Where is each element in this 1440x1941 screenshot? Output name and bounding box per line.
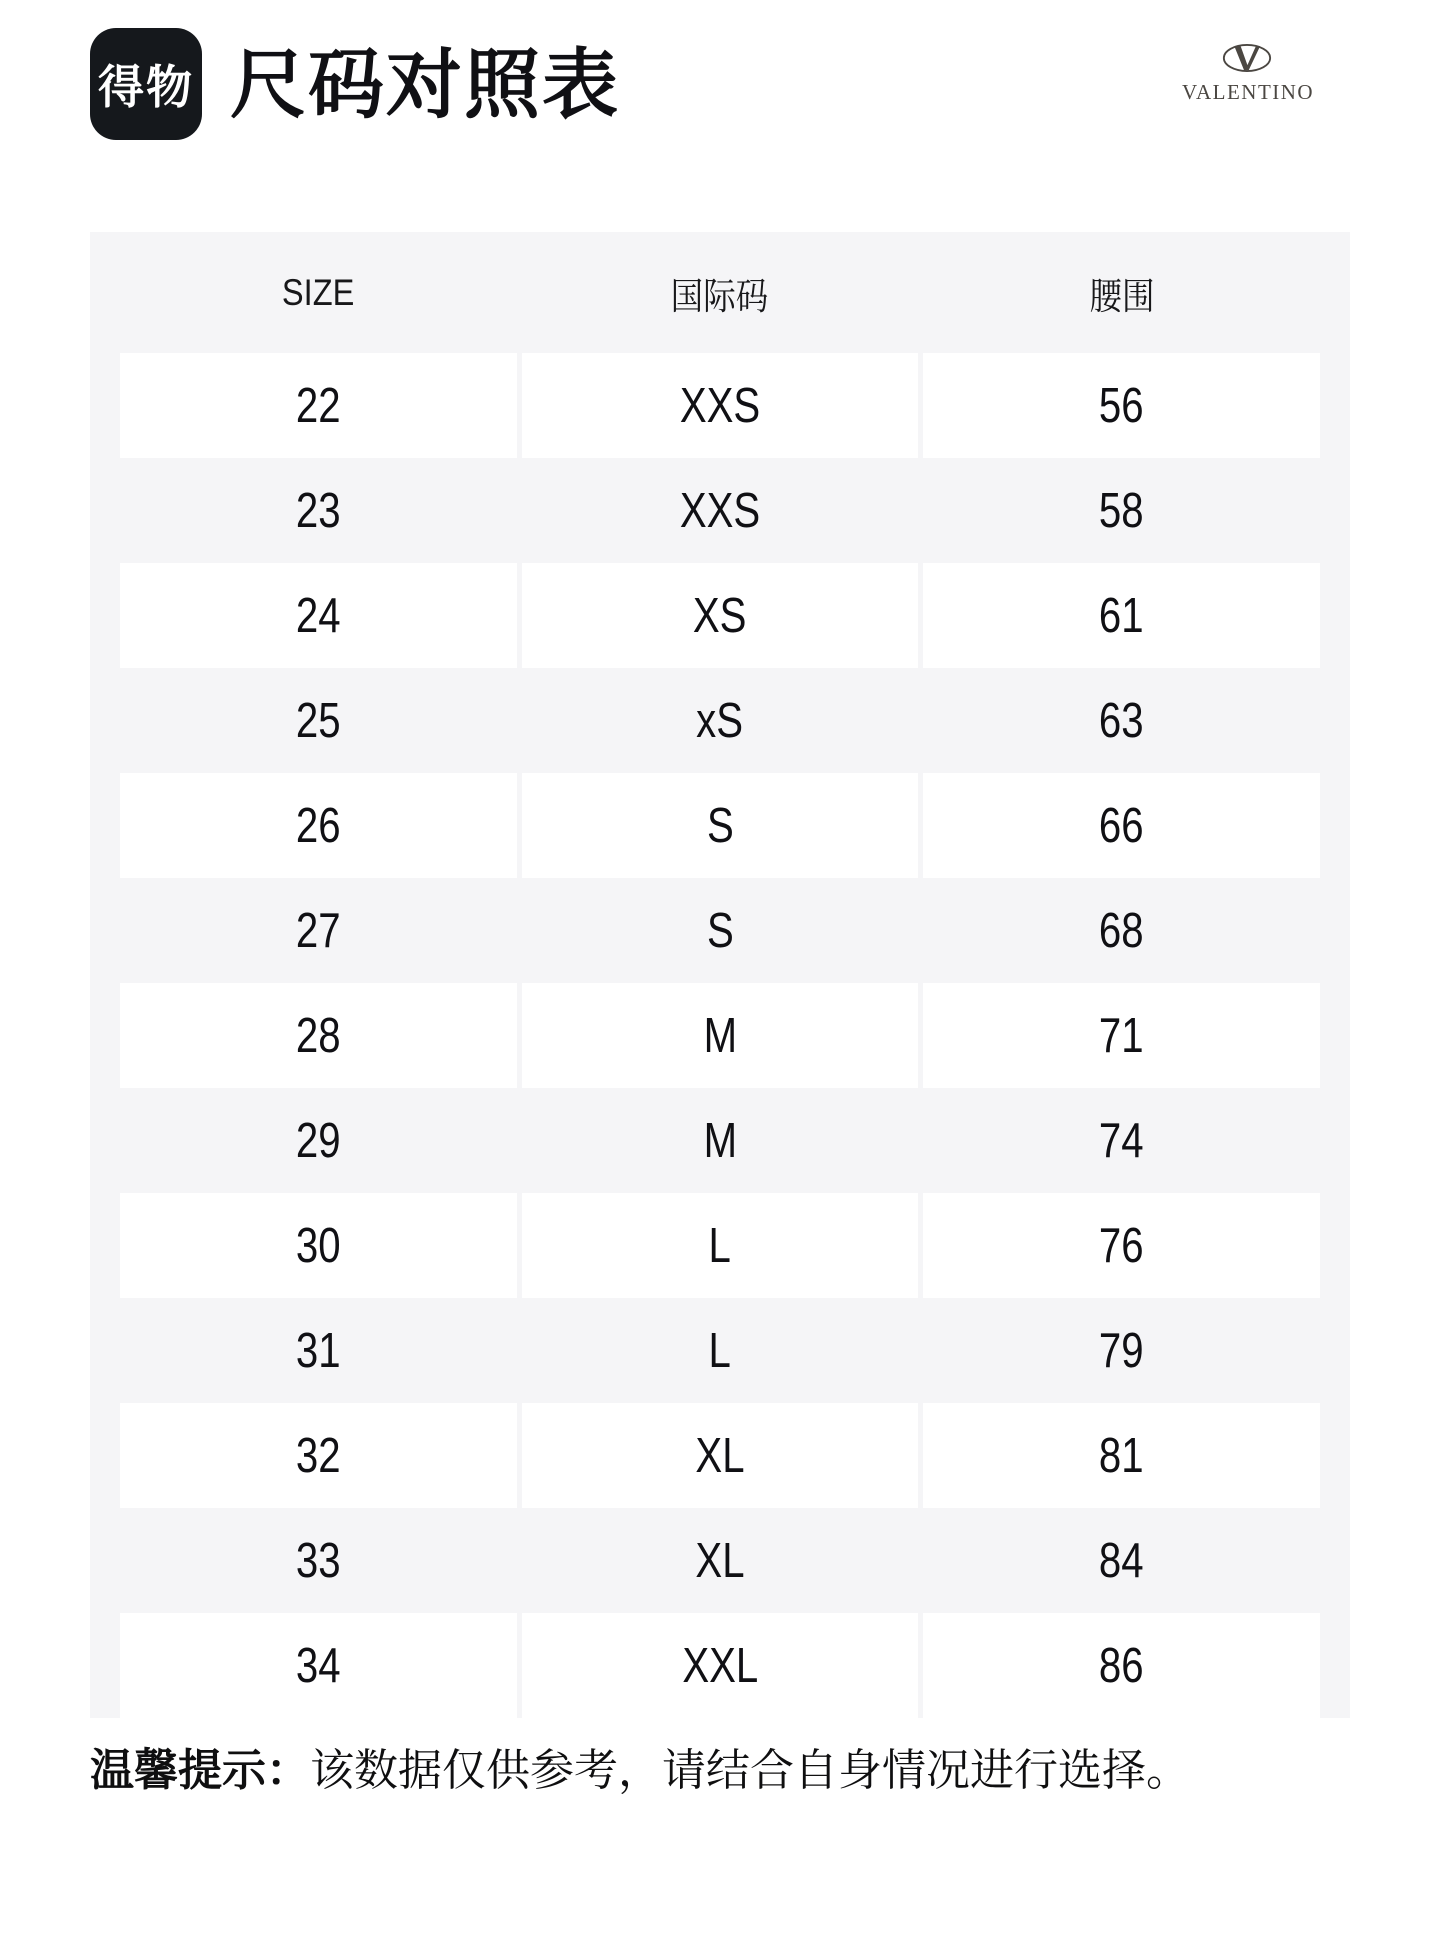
size-cell: 25 (295, 693, 341, 748)
size-cell: 22 (120, 353, 517, 458)
table-header-row (120, 232, 1320, 353)
table-row (120, 1193, 1320, 1298)
brand-name: VALENTINO (1182, 80, 1315, 104)
column-header-size: SIZE (282, 271, 355, 313)
waist-cell: 56 (923, 353, 1320, 458)
valentino-v-oval-icon (1221, 42, 1273, 74)
header (90, 28, 1350, 140)
brand-block (1182, 42, 1315, 105)
waist-cell: 81 (923, 1403, 1320, 1508)
table-row (120, 1298, 1320, 1403)
size-cell: 24 (120, 563, 517, 668)
size-cell: 32 (120, 1403, 517, 1508)
dewu-logo-text: 得物 (98, 61, 194, 113)
international-size-cell: XXL (522, 1613, 919, 1718)
international-size-cell: M (522, 983, 919, 1088)
international-size-cell: XXS (522, 353, 919, 458)
size-cell: 31 (295, 1323, 341, 1378)
international-size-cell: S (706, 903, 734, 958)
size-cell: 27 (295, 903, 341, 958)
waist-cell: 68 (1099, 903, 1144, 958)
waist-cell: 61 (923, 563, 1320, 668)
table-row (120, 1403, 1320, 1508)
size-cell: 30 (120, 1193, 517, 1298)
international-size-cell: XXS (679, 483, 761, 538)
notice-text: 该数据仅供参考，请结合自身情况进行选择。 (310, 1746, 1190, 1795)
size-cell: 28 (120, 983, 517, 1088)
table-row (120, 878, 1320, 983)
waist-cell: 71 (923, 983, 1320, 1088)
table-row (120, 563, 1320, 668)
international-size-cell: XL (522, 1403, 919, 1508)
table-row (120, 773, 1320, 878)
table-row (120, 668, 1320, 773)
page-title: 尺码对照表 (230, 43, 620, 128)
column-header-waist: 腰围 (1089, 275, 1155, 317)
table-row (120, 1088, 1320, 1193)
notice-label: 温馨提示： (90, 1746, 310, 1795)
table-row (120, 1508, 1320, 1613)
table-row (120, 353, 1320, 458)
dewu-app-logo (90, 28, 202, 140)
waist-cell: 74 (1099, 1113, 1144, 1168)
international-size-cell: L (522, 1193, 919, 1298)
waist-cell: 66 (923, 773, 1320, 878)
international-size-cell: xS (696, 693, 744, 748)
table-body (120, 353, 1320, 1718)
waist-cell: 58 (1099, 483, 1144, 538)
table-row (120, 458, 1320, 563)
size-table (90, 232, 1350, 1718)
size-cell: 34 (120, 1613, 517, 1718)
size-cell: 23 (295, 483, 341, 538)
size-cell: 26 (120, 773, 517, 878)
waist-cell: 84 (1099, 1533, 1144, 1588)
notice (90, 1741, 1190, 1801)
size-cell: 33 (295, 1533, 341, 1588)
waist-cell: 76 (923, 1193, 1320, 1298)
international-size-cell: XS (522, 563, 919, 668)
waist-cell: 86 (923, 1613, 1320, 1718)
international-size-cell: M (703, 1113, 737, 1168)
waist-cell: 79 (1099, 1323, 1144, 1378)
waist-cell: 63 (1099, 693, 1144, 748)
size-cell: 29 (295, 1113, 341, 1168)
international-size-cell: L (708, 1323, 732, 1378)
international-size-cell: S (522, 773, 919, 878)
column-header-international: 国际码 (671, 275, 769, 317)
table-row (120, 983, 1320, 1088)
table-row (120, 1613, 1320, 1718)
international-size-cell: XL (695, 1533, 745, 1588)
